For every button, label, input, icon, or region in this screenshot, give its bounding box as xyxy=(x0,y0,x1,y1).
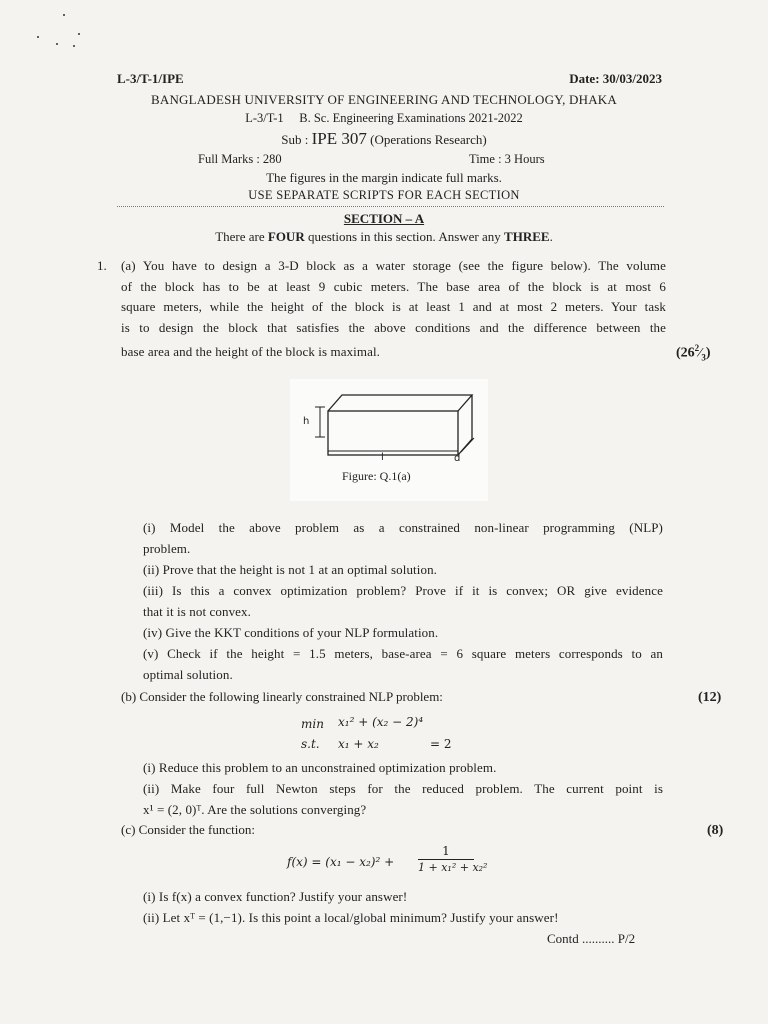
subject-prefix: Sub : xyxy=(281,132,312,147)
q1b-sub-item: (ii) Make four full Newton steps for the reduced problem. The current point is xyxy=(143,781,663,796)
instr-answer-count: THREE xyxy=(504,229,550,244)
block-front-face xyxy=(328,411,458,455)
exam-date: Date: 30/03/2023 xyxy=(569,71,662,86)
marks-whole: (26 xyxy=(676,345,695,361)
label-d: d xyxy=(454,453,461,464)
scan-speck xyxy=(56,43,58,45)
q1a-line: of the block has to be at least 9 cubic meters. The base area of the block is at most 6 xyxy=(121,278,666,294)
q1b-subquestions xyxy=(143,757,663,820)
q1c-sub-item: (ii) Let xᵀ = (1,−1). Is this point a local/global minimum? Justify your answer! xyxy=(143,910,559,925)
q1a-sub-item: (iv) Give the KKT conditions of your NLP formulation. xyxy=(143,625,439,640)
figure-caption: Figure: Q.1(a) xyxy=(342,469,411,483)
q1b-sub-item: x¹ = (2, 0)ᵀ. Are the solutions converging? xyxy=(143,802,367,817)
scan-speck xyxy=(63,14,65,16)
continued-note: Contd .......... P/2 xyxy=(547,931,636,946)
q1c-sub-item: (i) Is f(x) a convex function? Justify your answer! xyxy=(143,889,408,904)
scan-speck xyxy=(78,33,80,35)
q1c-function-lhs: f(x) = (x₁ − x₂)² + xyxy=(287,855,395,869)
depth-dimension xyxy=(461,438,474,452)
block-right-face xyxy=(458,395,472,455)
q1c-marks: (8) xyxy=(707,823,724,838)
marks-note: The figures in the margin indicate full marks. xyxy=(266,170,502,185)
q1a-statement xyxy=(121,256,666,363)
scan-speck xyxy=(73,45,75,47)
q1c-fraction-den: 1 + x₁² + x₂² xyxy=(418,861,488,874)
q1a-line: is to design the block that satisfies the above conditions and the difference between the xyxy=(121,319,666,335)
q1a-line: square meters, while the height of the block is at least 1 and at most 2 meters. Your task xyxy=(121,299,666,314)
q1c-fraction xyxy=(418,844,488,874)
q1a-line: base area and the height of the block is maximal. xyxy=(121,344,381,359)
q1b-objective: x₁² + (x₂ − 2)⁴ xyxy=(338,715,424,729)
q1b-constraint-lhs: x₁ + x₂ xyxy=(338,737,379,751)
fraction-bar xyxy=(418,859,474,860)
exam-time: Time : 3 Hours xyxy=(469,152,545,166)
subject-code: IPE 307 xyxy=(311,129,367,148)
q1b-sub-item: (i) Reduce this problem to an unconstrained optimization problem. xyxy=(143,760,497,775)
course-code: L-3/T-1/IPE xyxy=(117,71,184,86)
q1c-fraction-num: 1 xyxy=(442,844,450,858)
q1a-sub-item: problem. xyxy=(143,541,191,556)
q1a-sub-item: (v) Check if the height = 1.5 meters, base-area = 6 square meters corresponds to an xyxy=(143,646,663,661)
instr-part: There are xyxy=(215,229,268,244)
q1a-line: (a) You have to design a 3-D block as a water storage (see the figure below). The volume xyxy=(121,258,666,273)
subject-name: (Operations Research) xyxy=(366,132,487,147)
exam-title: L-3/T-1 B. Sc. Engineering Examinations 2021-2022 xyxy=(245,111,523,125)
marks-close: ) xyxy=(705,345,711,361)
q1a-sub-item: (i) Model the above problem as a constrained non-linear programming (NLP) xyxy=(143,520,663,535)
instr-part: . xyxy=(549,229,553,244)
q1c-subquestions xyxy=(143,886,663,928)
instr-count: FOUR xyxy=(267,229,305,244)
q1c-statement: (c) Consider the function: xyxy=(121,822,255,837)
q1a-marks: $(26^2⁄_3)$ xyxy=(676,343,711,363)
q1a-sub-item: optimal solution. xyxy=(143,667,233,682)
figure-block-panel xyxy=(290,379,488,501)
q1b-statement: (b) Consider the following linearly constrained NLP problem: xyxy=(121,689,443,704)
university-name: BANGLADESH UNIVERSITY OF ENGINEERING AND TECHNOLOGY, DHAKA xyxy=(151,92,617,107)
scripts-note: USE SEPARATE SCRIPTS FOR EACH SECTION xyxy=(248,188,520,202)
marks-frac-num: 2 xyxy=(694,343,700,353)
q1a-sub-item: (ii) Prove that the height is not 1 at an optimal solution. xyxy=(143,562,438,577)
question-number: 1. xyxy=(97,258,107,273)
instr-part: questions in this section. Answer any xyxy=(304,229,505,244)
q1a-subquestions xyxy=(143,517,663,685)
scan-speck xyxy=(37,36,39,38)
q1b-min-label: min xyxy=(301,717,324,731)
block-top-face xyxy=(328,395,472,411)
label-h: h xyxy=(303,416,310,427)
q1b-constraint-rhs: = 2 xyxy=(430,737,452,751)
q1a-sub-item: that it is not convex. xyxy=(143,604,251,619)
header-divider xyxy=(117,206,664,207)
subject-line xyxy=(0,129,768,149)
q1b-marks: (12) xyxy=(698,690,722,705)
q1b-st-label: s.t. xyxy=(301,737,320,751)
section-title: SECTION – A xyxy=(343,211,425,226)
marks-frac-den: 3 xyxy=(701,352,706,363)
full-marks: Full Marks : 280 xyxy=(198,152,282,166)
q1a-sub-item: (iii) Is this a convex optimization problem? Prove if it is convex; OR give evidence xyxy=(143,583,663,598)
label-l: l xyxy=(381,452,384,463)
section-instructions xyxy=(0,229,768,245)
